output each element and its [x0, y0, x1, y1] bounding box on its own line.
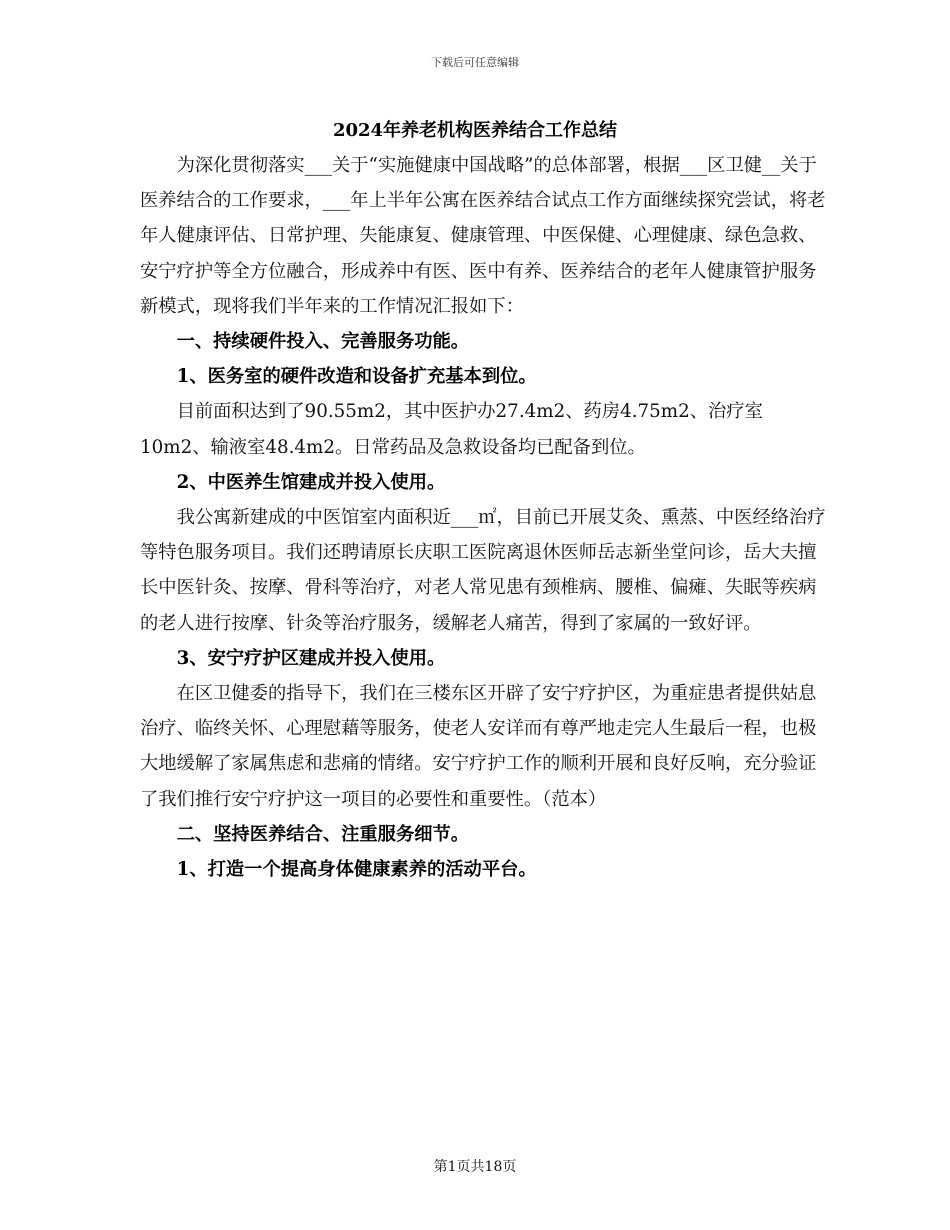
section-heading: 二、坚持医养结合、注重服务细节。	[176, 823, 470, 845]
download-note: 下载后可任意编辑	[431, 56, 519, 69]
subsection-heading: 1、打造一个提高身体健康素养的活动平台。	[176, 859, 537, 881]
section-heading: 一、持续硬件投入、完善服务功能。	[176, 331, 470, 353]
subsection-heading: 1、医务室的硬件改造和设备扩充基本到位。	[176, 366, 537, 388]
paragraph: 在区卫健委的指导下，我们在三楼东区开辟了安宁疗护区，为重症患者提供姑息治疗、临终关怀、心理慰藉等服务，使老人安详而有尊严地走完人生最后一程，也极大地缓解了家属焦虑和悲痛的情绪。安宁疗护工作的顺利开展和良好反响，充分验证了我们推行安宁疗护这一项目的必要性和重要性。（范本）	[140, 683, 817, 810]
paragraph: 目前面积达到了90.55m2，其中医护办27.4m2、药房4.75m2、治疗室10m2、输液室48.4m2。日常药品及急救设备均已配备到位。	[140, 401, 763, 458]
paragraph: 为深化贯彻落实___关于“实施健康中国战略”的总体部署，根据___区卫健__关于医养结合的工作要求，___年上半年公寓在医养结合试点工作方面继续探究尝试，将老年人健康评估、日常护理、失能康复、健康管理、中医保健、心理健康、绿色急救、安宁疗护等全方位融合，形成养中有医、医中有养、医养结合的老年人健康管护服务新模式，现将我们半年来的工作情况汇报如下：	[140, 155, 826, 317]
paragraph: 我公寓新建成的中医馆室内面积近___㎡，目前已开展艾灸、熏蒸、中医经络治疗等特色服务项目。我们还聘请原长庆职工医院离退休医师岳志新坐堂问诊，岳大夫擅长中医针灸、按摩、骨科等治疗，对老人常见患有颈椎病、腰椎、偏瘫、失眠等疾病的老人进行按摩、针灸等治疗服务，缓解老人痛苦，得到了家属的一致好评。	[140, 507, 826, 634]
page-number: 第1页共18页	[433, 1159, 517, 1175]
document-body	[140, 148, 830, 887]
subsection-heading: 3、安宁疗护区建成并投入使用。	[176, 647, 446, 669]
subsection-heading: 2、中医养生馆建成并投入使用。	[176, 471, 446, 493]
document-title: 2024年养老机构医养结合工作总结	[332, 120, 618, 141]
